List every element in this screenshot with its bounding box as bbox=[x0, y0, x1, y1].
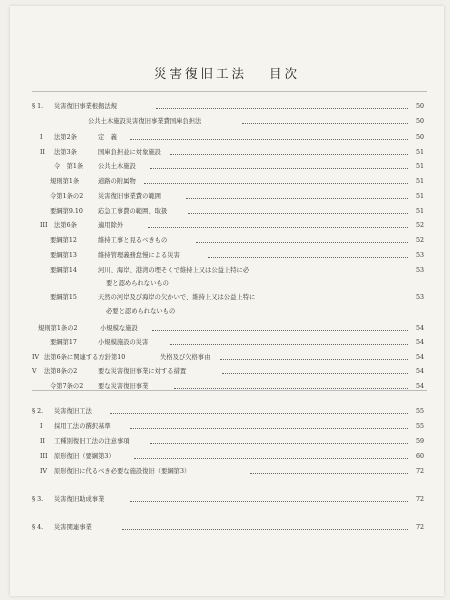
dot-leader bbox=[130, 501, 408, 502]
toc-entry-label: 災害復旧事業根拠法規 bbox=[54, 103, 117, 110]
toc-page-number: 51 bbox=[416, 193, 425, 200]
toc-page-number: 72 bbox=[416, 524, 425, 531]
toc-entry bbox=[10, 235, 444, 246]
toc-entry bbox=[10, 406, 444, 417]
toc-page-number: 55 bbox=[416, 408, 425, 415]
toc-entry-description: 要な災害復旧事業に対する措置 bbox=[98, 368, 187, 375]
toc-entry bbox=[10, 206, 444, 217]
title-sub: 目次 bbox=[269, 66, 301, 81]
toc-entry bbox=[10, 494, 444, 505]
toc-page-number: 52 bbox=[416, 237, 425, 244]
toc-entry-label: 要綱第13 bbox=[50, 252, 77, 259]
dot-leader bbox=[134, 458, 408, 459]
toc-page-number: 54 bbox=[416, 325, 425, 332]
toc-entry-description: 必要と認められないもの bbox=[106, 308, 176, 315]
toc-section-mark: V bbox=[32, 368, 37, 375]
toc-entry-description: 維持管理義務怠慢による災害 bbox=[98, 252, 180, 259]
toc-section-mark: IV bbox=[40, 468, 48, 475]
dot-leader bbox=[130, 428, 408, 429]
toc-entry-description: 河川、海岸、港湾の埋そくで維持上又は公益上特に必 bbox=[98, 267, 250, 274]
toc-entry-description: 要な災害復旧事業 bbox=[98, 383, 149, 390]
dot-leader bbox=[174, 388, 408, 389]
dot-leader bbox=[196, 242, 408, 243]
toc-page-number: 50 bbox=[416, 134, 425, 141]
toc-entry-description: 応急工事費の範囲、取扱 bbox=[98, 208, 168, 215]
dot-leader bbox=[186, 198, 408, 199]
toc-entry bbox=[10, 323, 444, 334]
toc-entry bbox=[10, 451, 444, 462]
toc-entry bbox=[10, 466, 444, 477]
toc-entry-label: 要綱第17 bbox=[50, 339, 77, 346]
toc-page-number: 54 bbox=[416, 383, 425, 390]
toc-entry-label: 要綱第15 bbox=[50, 294, 77, 301]
table-of-contents bbox=[10, 6, 444, 596]
dot-leader bbox=[188, 213, 408, 214]
toc-page-number: 51 bbox=[416, 208, 425, 215]
dot-leader bbox=[148, 227, 408, 228]
toc-page-number: 72 bbox=[416, 496, 425, 503]
toc-entry-description: 維持工事と見るべきもの bbox=[98, 237, 168, 244]
toc-entry-description: 天然の河岸及び海岸の欠かいで、維持上又は公益上特に bbox=[98, 294, 256, 301]
toc-entry-label: 法第8条の2 bbox=[44, 368, 78, 375]
toc-page-number: 51 bbox=[416, 163, 425, 170]
toc-page-number: 53 bbox=[416, 294, 425, 301]
toc-entry bbox=[10, 292, 444, 303]
toc-section-mark: § 4. bbox=[32, 524, 44, 531]
toc-entry-description: 道路の附属物 bbox=[98, 178, 136, 185]
toc-page-number: 51 bbox=[416, 178, 425, 185]
toc-entry-label: 令第7条の2 bbox=[50, 383, 84, 390]
toc-entry bbox=[10, 161, 444, 172]
toc-section-mark: III bbox=[40, 222, 48, 229]
toc-entry bbox=[10, 436, 444, 447]
toc-entry-description: 小規模な施設 bbox=[100, 325, 138, 332]
dot-leader bbox=[150, 443, 408, 444]
toc-page-number: 72 bbox=[416, 468, 425, 475]
toc-entry-label: 法第3条 bbox=[54, 149, 77, 156]
dot-leader bbox=[110, 413, 408, 414]
toc-page-number: 55 bbox=[416, 423, 425, 430]
toc-entry bbox=[10, 265, 444, 276]
toc-entry-label: 規則第1条の2 bbox=[38, 325, 78, 332]
toc-entry-label: 原形復旧に代るべき必要な施設復旧（要綱第3） bbox=[54, 468, 191, 475]
toc-page-number: 53 bbox=[416, 267, 425, 274]
toc-section-mark: I bbox=[40, 134, 43, 141]
toc-page-number: 51 bbox=[416, 149, 425, 156]
title-main: 災害復旧工法 bbox=[153, 66, 247, 81]
toc-page-number: 59 bbox=[416, 438, 425, 445]
toc-entry-label: 令 第1条 bbox=[54, 163, 84, 170]
toc-entry-description: 公共土木施設 bbox=[98, 163, 136, 170]
toc-section-mark: § 3. bbox=[32, 496, 44, 503]
dot-leader bbox=[170, 154, 408, 155]
toc-page-number: 60 bbox=[416, 453, 425, 460]
toc-entry bbox=[10, 306, 444, 317]
toc-entry bbox=[10, 101, 444, 112]
dot-leader bbox=[170, 344, 408, 345]
dot-leader bbox=[208, 257, 408, 258]
toc-section-mark: II bbox=[40, 149, 45, 156]
toc-page-number: 52 bbox=[416, 222, 425, 229]
toc-entry bbox=[10, 352, 444, 363]
toc-entry-label: 工種別復旧工法の注意事項 bbox=[54, 438, 130, 445]
dot-leader bbox=[156, 108, 408, 109]
toc-entry-label: 原形復旧（要綱第3） bbox=[54, 453, 115, 460]
toc-entry-label: 要綱第12 bbox=[50, 237, 77, 244]
toc-entry-label: 災害復旧工法 bbox=[54, 408, 92, 415]
toc-entry-label: 規則第1条 bbox=[50, 178, 80, 185]
toc-entry bbox=[10, 147, 444, 158]
toc-entry bbox=[10, 278, 444, 289]
toc-entry-label: 令第1条の2 bbox=[50, 193, 84, 200]
toc-page-number: 54 bbox=[416, 368, 425, 375]
dot-leader bbox=[250, 473, 408, 474]
dot-leader bbox=[130, 139, 408, 140]
dot-leader bbox=[242, 123, 408, 124]
toc-entry-description: 公共土木施設災害復旧事業費国庫負担法 bbox=[88, 118, 202, 125]
toc-entry-description: 国庫負担並に対象施設 bbox=[98, 149, 161, 156]
toc-entry-label: 災害関連事業 bbox=[54, 524, 92, 531]
toc-page-number: 50 bbox=[416, 103, 425, 110]
toc-section-mark: § 2. bbox=[32, 408, 44, 415]
toc-section-mark: III bbox=[40, 453, 48, 460]
toc-entry bbox=[10, 191, 444, 202]
toc-entry bbox=[10, 132, 444, 143]
toc-entry bbox=[10, 522, 444, 533]
toc-entry-label: 要綱第9.10 bbox=[50, 208, 83, 215]
toc-entry-label: 法第6条 bbox=[54, 222, 77, 229]
toc-entry-description: 災害復旧事業費の範囲 bbox=[98, 193, 161, 200]
document-page bbox=[10, 6, 444, 596]
toc-section-mark: IV bbox=[32, 354, 40, 361]
toc-entry-description: 適用除外 bbox=[98, 222, 124, 229]
toc-section-mark: I bbox=[40, 423, 43, 430]
dot-leader bbox=[220, 359, 408, 360]
dot-leader bbox=[150, 168, 408, 169]
toc-page-number: 53 bbox=[416, 252, 425, 259]
toc-entry bbox=[10, 250, 444, 261]
toc-entry bbox=[10, 176, 444, 187]
toc-entry bbox=[10, 337, 444, 348]
toc-entry bbox=[10, 220, 444, 231]
toc-section-mark: § 1. bbox=[32, 103, 44, 110]
toc-entry bbox=[10, 421, 444, 432]
toc-entry-description: 失格及び欠格事由 bbox=[160, 354, 211, 361]
toc-page-number: 54 bbox=[416, 354, 425, 361]
toc-entry bbox=[10, 116, 444, 127]
toc-page-number: 50 bbox=[416, 118, 425, 125]
toc-entry-label: 法第6条に関連する方針第10 bbox=[44, 354, 126, 361]
dot-leader bbox=[144, 183, 408, 184]
toc-entry bbox=[10, 381, 444, 392]
toc-section-mark: II bbox=[40, 438, 45, 445]
dot-leader bbox=[152, 330, 408, 331]
dot-leader bbox=[122, 529, 408, 530]
toc-entry-description: 小規模施設の災害 bbox=[98, 339, 149, 346]
toc-entry-description: 定 義 bbox=[98, 134, 117, 141]
toc-page-number: 54 bbox=[416, 339, 425, 346]
toc-entry bbox=[10, 366, 444, 377]
dot-leader bbox=[222, 373, 408, 374]
toc-entry-label: 法第2条 bbox=[54, 134, 77, 141]
toc-entry-description: 要と認められないもの bbox=[106, 280, 169, 287]
toc-entry-label: 採用工法の撰択基準 bbox=[54, 423, 111, 430]
toc-entry-label: 要綱第14 bbox=[50, 267, 77, 274]
toc-entry-label: 災害復旧助成事業 bbox=[54, 496, 105, 503]
